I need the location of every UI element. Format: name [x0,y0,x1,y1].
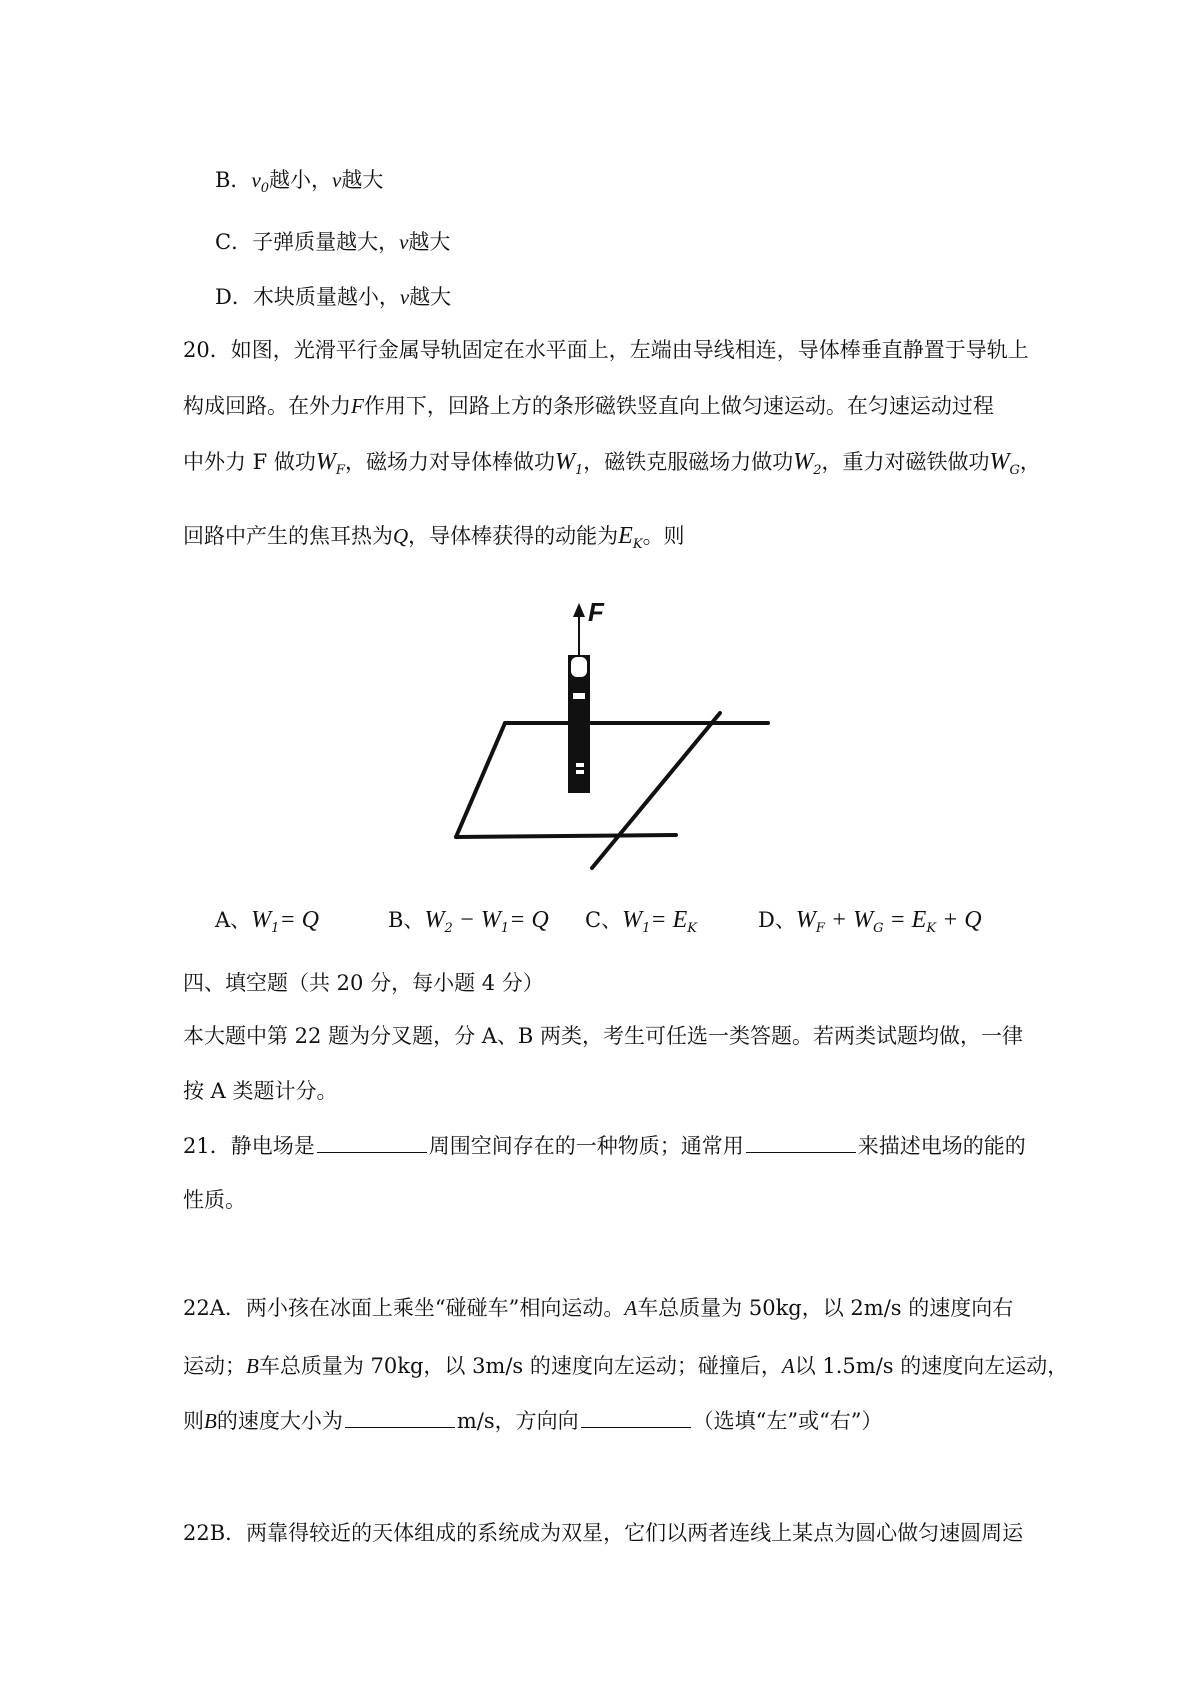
q22a-blank-direction[interactable] [581,1407,691,1428]
q21-blank-1[interactable] [317,1132,427,1153]
section4-title: 四、填空题（共 20 分，每小题 4 分） [183,971,544,995]
section4-note-line1: 本大题中第 22 题为分叉题，分 A、B 两类，考生可任选一类答题。若两类试题均做，一律 [183,1024,1024,1048]
q19-option-b: B．$v_0$越小，v越大 [215,168,384,197]
q20-figure-rails-magnet [440,595,780,895]
q22a-line2: 运动；B车总质量为 70kg，以 3m/s 的速度向左运动；碰撞后，A以 1.5m/s 的速度向左运动， [183,1354,1069,1378]
q20-line3: 中外力 F 做功$W_F$，磁场力对导体棒做功$W_1$，磁铁克服磁场力做功$W_2$，重力对磁铁做功$W_G$， [183,449,1041,479]
bar-magnet [568,655,590,793]
left-wire [456,723,505,837]
q20-line2: 构成回路。在外力F作用下，回路上方的条形磁铁竖直向上做匀速运动。在匀速运动过程 [183,394,994,418]
q19-option-c: C．子弹质量越大，v越大 [215,230,451,254]
q22a-line3: 则B的速度大小为 m/s，方向向 （选填“左”或“右”） [183,1409,883,1433]
q21-line2: 性质。 [183,1188,246,1212]
q22a-line1: 22A．两小孩在冰面上乘坐“碰碰车”相向运动。A车总质量为 50kg，以 2m/s 的速度向右 [183,1296,1014,1320]
q22a-blank-speed[interactable] [345,1407,455,1428]
q22b-line1: 22B．两靠得较近的天体组成的系统成为双星，它们以两者连线上某点为圆心做匀速圆周运 [183,1521,1024,1545]
near-rail [456,835,676,837]
figure-force-label: F [588,597,604,627]
q21-blank-2[interactable] [746,1132,856,1153]
q20-line1: 20．如图，光滑平行金属导轨固定在水平面上，左端由导线相连，导体棒垂直静置于导轨上 [183,338,1029,362]
conductor-rod [592,713,720,868]
force-arrow-icon [573,603,585,655]
section4-note-line2: 按 A 类题计分。 [183,1079,338,1103]
q21-line1: 21．静电场是 周围空间存在的一种物质；通常用 来描述电场的能的 [183,1134,1026,1158]
q20-option-d: D、$W_F + W_G = E_K + Q$ [758,907,982,937]
q19-option-d: D．木块质量越小，v越大 [215,285,452,309]
q20-line4: 回路中产生的焦耳热为Q，导体棒获得的动能为$E_K$。则 [183,523,685,553]
q20-option-b: B、$W_2 - W_1= Q$ [388,907,549,937]
q20-option-c: C、$W_1= E_K$ [585,907,697,937]
q20-option-a: A、$W_1= Q$ [215,907,319,937]
